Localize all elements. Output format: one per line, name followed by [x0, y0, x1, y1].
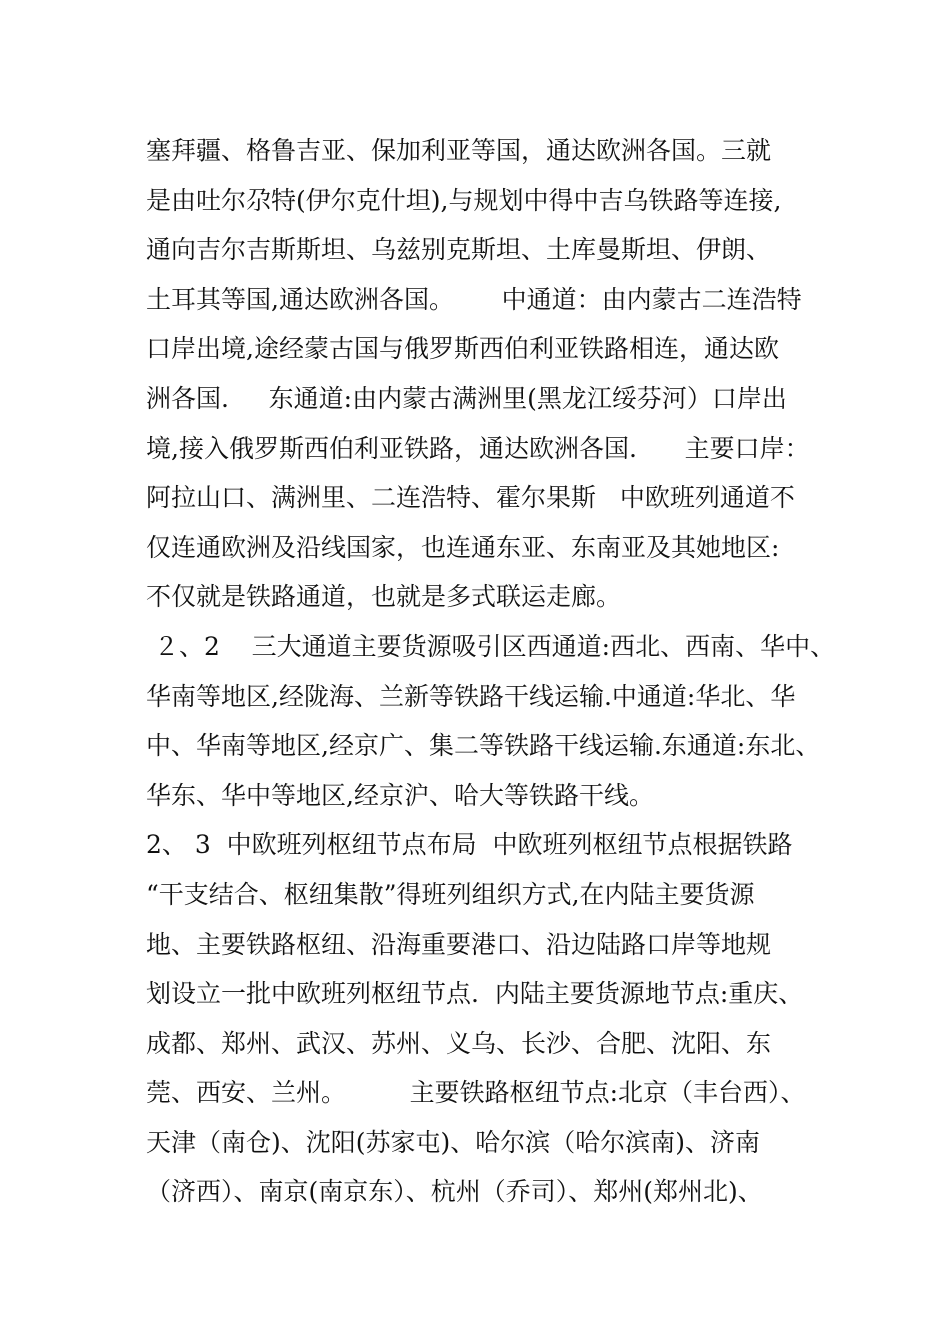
text-line: 华南等地区,经陇海、兰新等铁路干线运输.中通道:华北、华 — [146, 681, 796, 711]
text-line: 口岸出境,途经蒙古国与俄罗斯西伯利亚铁路相连，通达欧 — [146, 334, 779, 364]
text-line: 成都、郑州、武汉、苏州、义乌、长沙、合肥、沈阳、东 — [146, 1028, 772, 1058]
text-line: 地、主要铁路枢纽、沿海重要港口、沿边陆路口岸等地规 — [146, 929, 772, 959]
text-line: “干支结合、枢纽集散”得班列组织方式,在内陆主要货源 — [146, 879, 755, 909]
text-line: 土耳其等国,通达欧洲各国。 中通道：由内蒙古二连浩特 — [146, 284, 802, 314]
section-heading-line: ２、2 三大通道主要货源吸引区西通道:西北、西南、华中、 — [146, 631, 836, 661]
text-line: 塞拜疆、格鲁吉亚、保加利亚等国，通达欧洲各国。三就 — [146, 136, 772, 165]
text-line: 莞、西安、兰州。 主要铁路枢纽节点:北京（丰台西）、 — [146, 1078, 806, 1108]
text-line: 境,接入俄罗斯西伯利亚铁路，通达欧洲各国. 主要口岸： — [146, 433, 810, 463]
text-line: 是由吐尔尕特(伊尔克什坦),与规划中得中吉乌铁路等连接, — [146, 185, 782, 215]
text-line: 通向吉尔吉斯斯坦、乌兹别克斯坦、土库曼斯坦、伊朗、 — [146, 235, 772, 265]
text-line: 中、华南等地区,经京广、集二等铁路干线运输.东通道:东北、 — [146, 731, 821, 761]
text-line: （济西）、南京(南京东）、杭州（乔司）、郑州(郑州北)、 — [146, 1177, 763, 1207]
body-text — [146, 126, 836, 1217]
text-line: 划设立一批中欧班列枢纽节点. 内陆主要货源地节点:重庆、 — [146, 979, 804, 1009]
text-line: 天津（南仓)、沈阳(苏家屯)、哈尔滨（哈尔滨南)、济南 — [146, 1127, 761, 1157]
text-line: 华东、华中等地区,经京沪、哈大等铁路干线。 — [146, 780, 654, 810]
text-line: 洲各国. 东通道:由内蒙古满洲里(黑龙江绥芬河）口岸出 — [146, 383, 787, 413]
section-heading-line: 2、 3 中欧班列枢纽节点布局 中欧班列枢纽节点根据铁路 — [146, 830, 793, 860]
text-line: 阿拉山口、满洲里、二连浩特、霍尔果斯 中欧班列通道不 — [146, 483, 795, 513]
text-line: 不仅就是铁路通道，也就是多式联运走廊。 — [146, 582, 622, 612]
text-line: 仅连通欧洲及沿线国家，也连通东亚、东南亚及其她地区: — [146, 532, 780, 562]
